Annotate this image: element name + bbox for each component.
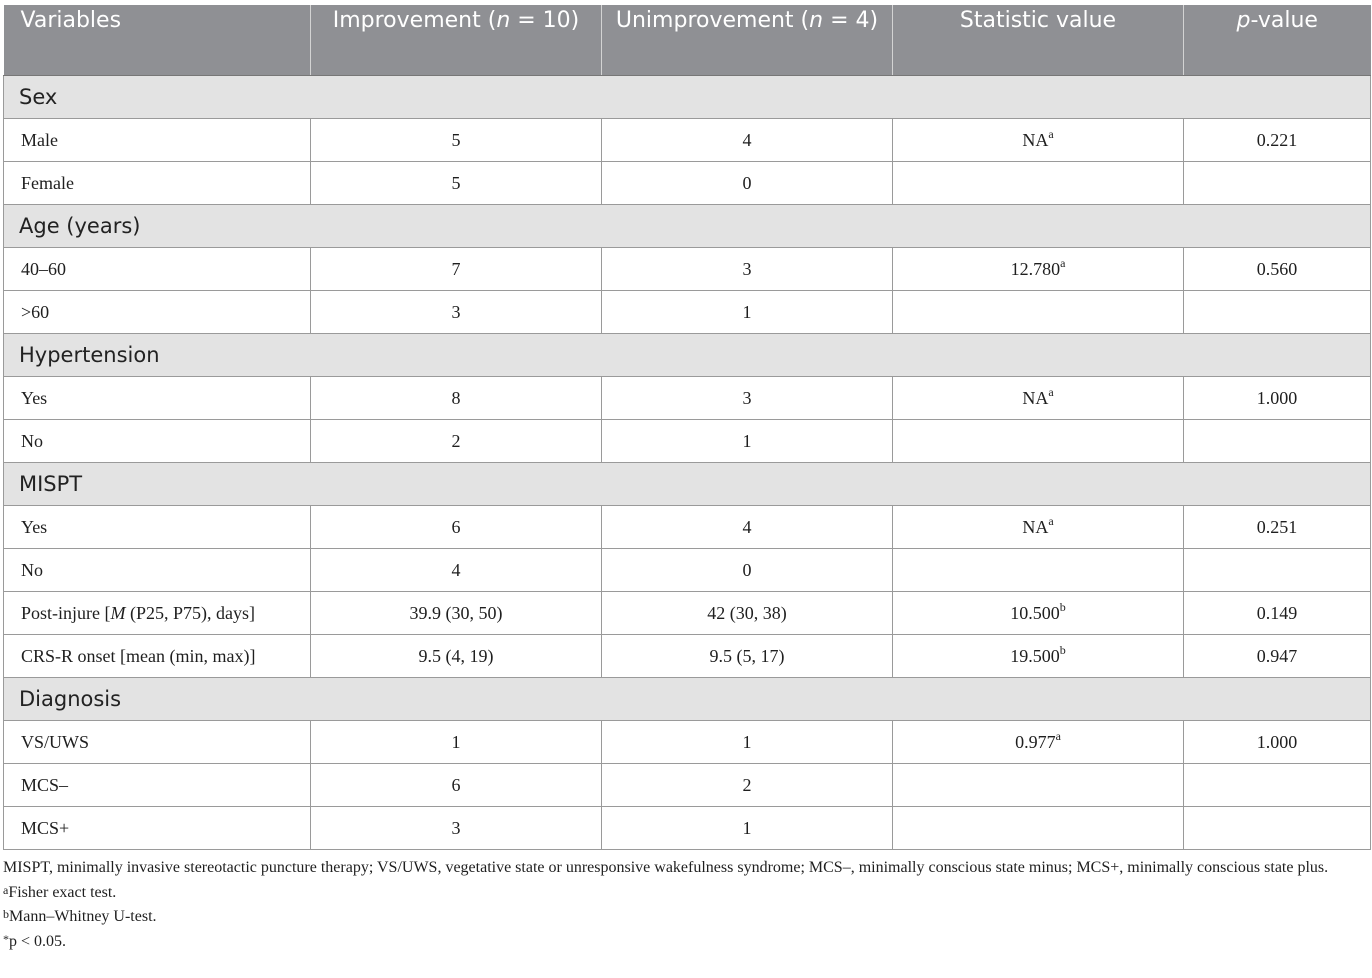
unimprovement-cell: 2 (602, 764, 893, 807)
statistic-cell: 12.780$^a$ (893, 248, 1184, 291)
table-row (4, 549, 1371, 592)
statistic-cell: 19.500$^b$ (893, 635, 1184, 678)
statistic-cell (893, 549, 1184, 592)
pvalue-cell: 1.000 (1184, 721, 1371, 764)
statistic-cell (893, 764, 1184, 807)
row-label: MCS– (4, 764, 311, 807)
table-row (4, 248, 1371, 291)
statistic-cell (893, 807, 1184, 850)
pvalue-cell: 0.149 (1184, 592, 1371, 635)
unimprovement-cell: 4 (602, 506, 893, 549)
unimprovement-cell: 9.5 (5, 17) (602, 635, 893, 678)
row-label: Male (4, 119, 311, 162)
header-row (4, 5, 1371, 76)
row-label: Post-injure [M (P25, P75), days] (4, 592, 311, 635)
statistic-cell: $NA^a$ (893, 377, 1184, 420)
results-table (3, 5, 1371, 850)
group-label: Hypertension (4, 334, 1371, 377)
header-unimprovement: Unimprovement (n = 4) (602, 5, 893, 76)
unimprovement-cell: 1 (602, 807, 893, 850)
row-label: Yes (4, 506, 311, 549)
header-variables: Variables (4, 5, 311, 76)
group-label: MISPT (4, 463, 1371, 506)
table-row (4, 162, 1371, 205)
row-label: VS/UWS (4, 721, 311, 764)
table-row (4, 764, 1371, 807)
unimprovement-cell: 4 (602, 119, 893, 162)
statistic-cell: $NA^a$ (893, 506, 1184, 549)
improvement-cell: 9.5 (4, 19) (311, 635, 602, 678)
group-row (4, 463, 1371, 506)
table-row (4, 807, 1371, 850)
improvement-cell: 5 (311, 119, 602, 162)
table-row (4, 506, 1371, 549)
row-label: MCS+ (4, 807, 311, 850)
pvalue-cell (1184, 549, 1371, 592)
statistic-cell (893, 162, 1184, 205)
table-row (4, 420, 1371, 463)
table-container (3, 5, 1370, 954)
unimprovement-cell: 42 (30, 38) (602, 592, 893, 635)
row-label: 40–60 (4, 248, 311, 291)
group-label: Age (years) (4, 205, 1371, 248)
table-footnotes (3, 856, 1370, 954)
footnote-star: *p < 0.05. (3, 931, 67, 950)
table-body (4, 76, 1371, 850)
improvement-cell: 8 (311, 377, 602, 420)
improvement-cell: 6 (311, 506, 602, 549)
unimprovement-cell: 1 (602, 721, 893, 764)
table-row (4, 119, 1371, 162)
statistic-cell: $NA^a$ (893, 119, 1184, 162)
pvalue-cell (1184, 807, 1371, 850)
row-label: No (4, 420, 311, 463)
row-label: CRS-R onset [mean (min, max)] (4, 635, 311, 678)
table-row (4, 635, 1371, 678)
pvalue-cell (1184, 291, 1371, 334)
table-row (4, 377, 1371, 420)
pvalue-cell: 1.000 (1184, 377, 1371, 420)
header-improvement: Improvement (n = 10) (311, 5, 602, 76)
statistic-cell: 0.977$^a$ (893, 721, 1184, 764)
improvement-cell: 2 (311, 420, 602, 463)
pvalue-cell (1184, 162, 1371, 205)
table-row (4, 592, 1371, 635)
improvement-cell: 39.9 (30, 50) (311, 592, 602, 635)
unimprovement-cell: 3 (602, 248, 893, 291)
row-label: No (4, 549, 311, 592)
improvement-cell: 3 (311, 291, 602, 334)
unimprovement-cell: 0 (602, 549, 893, 592)
improvement-cell: 6 (311, 764, 602, 807)
header-statistic: Statistic value (893, 5, 1184, 76)
group-row (4, 76, 1371, 119)
improvement-cell: 3 (311, 807, 602, 850)
footnote-a: $^a$Fisher exact test. (3, 882, 117, 901)
header-pvalue: p-value (1184, 5, 1371, 76)
statistic-cell (893, 420, 1184, 463)
table-row (4, 291, 1371, 334)
group-row (4, 334, 1371, 377)
statistic-cell: 10.500$^b$ (893, 592, 1184, 635)
pvalue-cell: 0.560 (1184, 248, 1371, 291)
footnote-abbreviations: MISPT, minimally invasive stereotactic puncture therapy; VS/UWS, vegetative state or unresponsive wakefulness syndrome; MCS–, minimally conscious state minus; MCS+, minimally conscious state plus. (3, 859, 1329, 876)
improvement-cell: 4 (311, 549, 602, 592)
improvement-cell: 7 (311, 248, 602, 291)
row-label: Female (4, 162, 311, 205)
pvalue-cell (1184, 764, 1371, 807)
group-label: Sex (4, 76, 1371, 119)
pvalue-cell: 0.947 (1184, 635, 1371, 678)
pvalue-cell: 0.251 (1184, 506, 1371, 549)
row-label: >60 (4, 291, 311, 334)
improvement-cell: 1 (311, 721, 602, 764)
group-label: Diagnosis (4, 678, 1371, 721)
table-row (4, 721, 1371, 764)
statistic-cell (893, 291, 1184, 334)
row-label: Yes (4, 377, 311, 420)
pvalue-cell: 0.221 (1184, 119, 1371, 162)
unimprovement-cell: 1 (602, 420, 893, 463)
footnote-b: $^b$Mann–Whitney U-test. (3, 907, 157, 925)
unimprovement-cell: 1 (602, 291, 893, 334)
group-row (4, 678, 1371, 721)
group-row (4, 205, 1371, 248)
unimprovement-cell: 0 (602, 162, 893, 205)
pvalue-cell (1184, 420, 1371, 463)
improvement-cell: 5 (311, 162, 602, 205)
unimprovement-cell: 3 (602, 377, 893, 420)
